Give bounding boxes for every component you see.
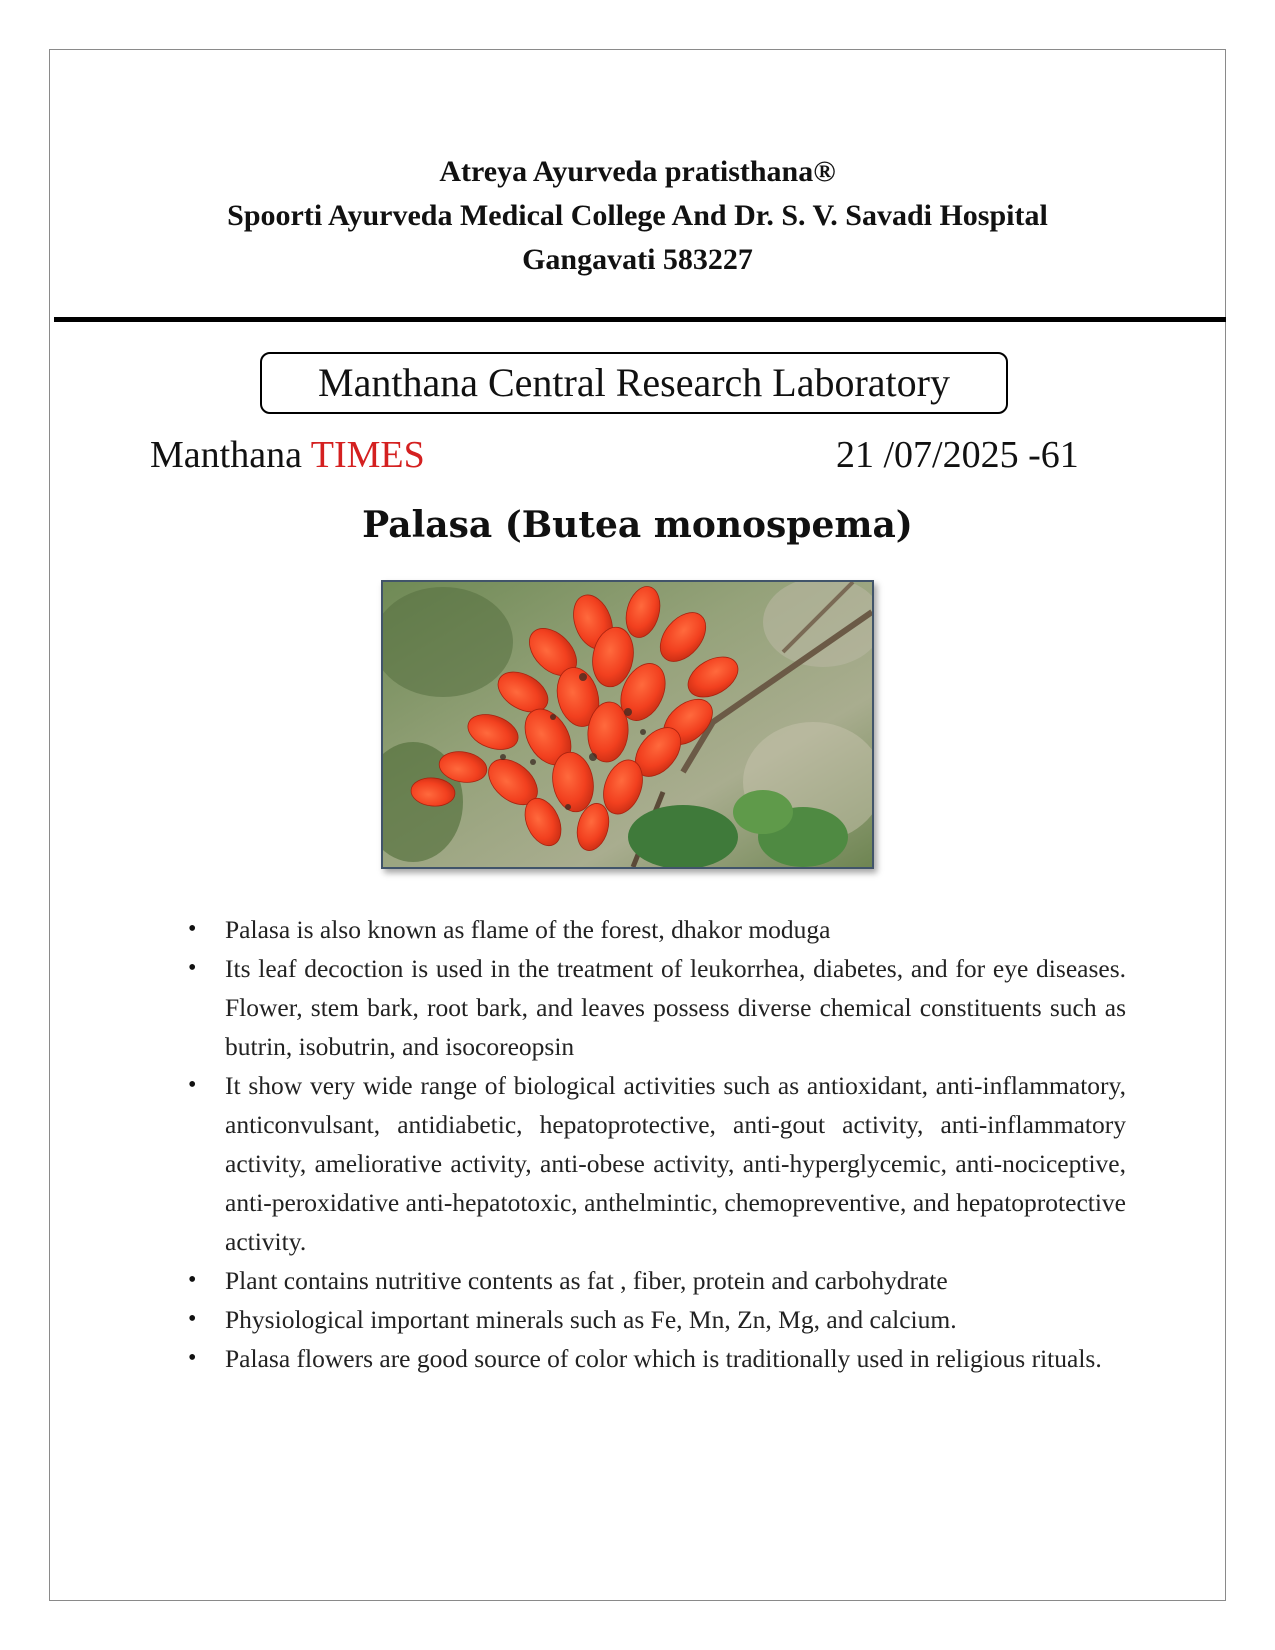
list-item: • Physiological important minerals such as Fe, Mn, Zn, Mg, and calcium.	[186, 1300, 1126, 1339]
masthead-name: Manthana	[150, 434, 311, 476]
lab-name: Manthana Central Research Laboratory	[318, 360, 950, 405]
article-title: Palasa (Butea monospema)	[362, 504, 913, 546]
header-line-3: Gangavati 583227	[522, 243, 753, 276]
palasa-flower-image	[381, 580, 874, 869]
masthead-title	[150, 432, 425, 478]
list-item: • Its leaf decoction is used in the treatment of leukorrhea, diabetes, and for eye diseases. Flower, stem bark, root bark, and leaves possess diverse chemical constituents such as butrin, isobutrin, and isocoreopsin	[186, 949, 1126, 1066]
issue-date: 21 /07/2025 -61	[836, 434, 1079, 476]
list-item: • It show very wide range of biological activities such as antioxidant, anti-inflammatory, anticonvulsant, antidiabetic, hepatoprotective, anti-gout activity, anti-inflammatory activity, ameliorative activity, anti-obese activity, anti-hyperglycemic, anti-nociceptive, anti-peroxidative anti-hepatotoxic, anthelmintic, chemopreventive, and hepatoprotective activity.	[186, 1066, 1126, 1261]
list-item: • Palasa is also known as flame of the forest, dhakor moduga	[186, 910, 1126, 949]
fact-list	[186, 910, 1126, 1378]
header-divider	[54, 317, 1226, 322]
header-line-1: Atreya Ayurveda pratisthana®	[439, 155, 836, 188]
list-item: • Plant contains nutritive contents as fat , fiber, protein and carbohydrate	[186, 1261, 1126, 1300]
lab-name-box	[260, 352, 1008, 414]
institution-header	[0, 150, 1275, 282]
masthead-times: TIMES	[310, 434, 425, 476]
list-item: • Palasa flowers are good source of color which is traditionally used in religious rituals.	[186, 1339, 1126, 1378]
header-line-2: Spoorti Ayurveda Medical College And Dr. S. V. Savadi Hospital	[227, 199, 1048, 232]
